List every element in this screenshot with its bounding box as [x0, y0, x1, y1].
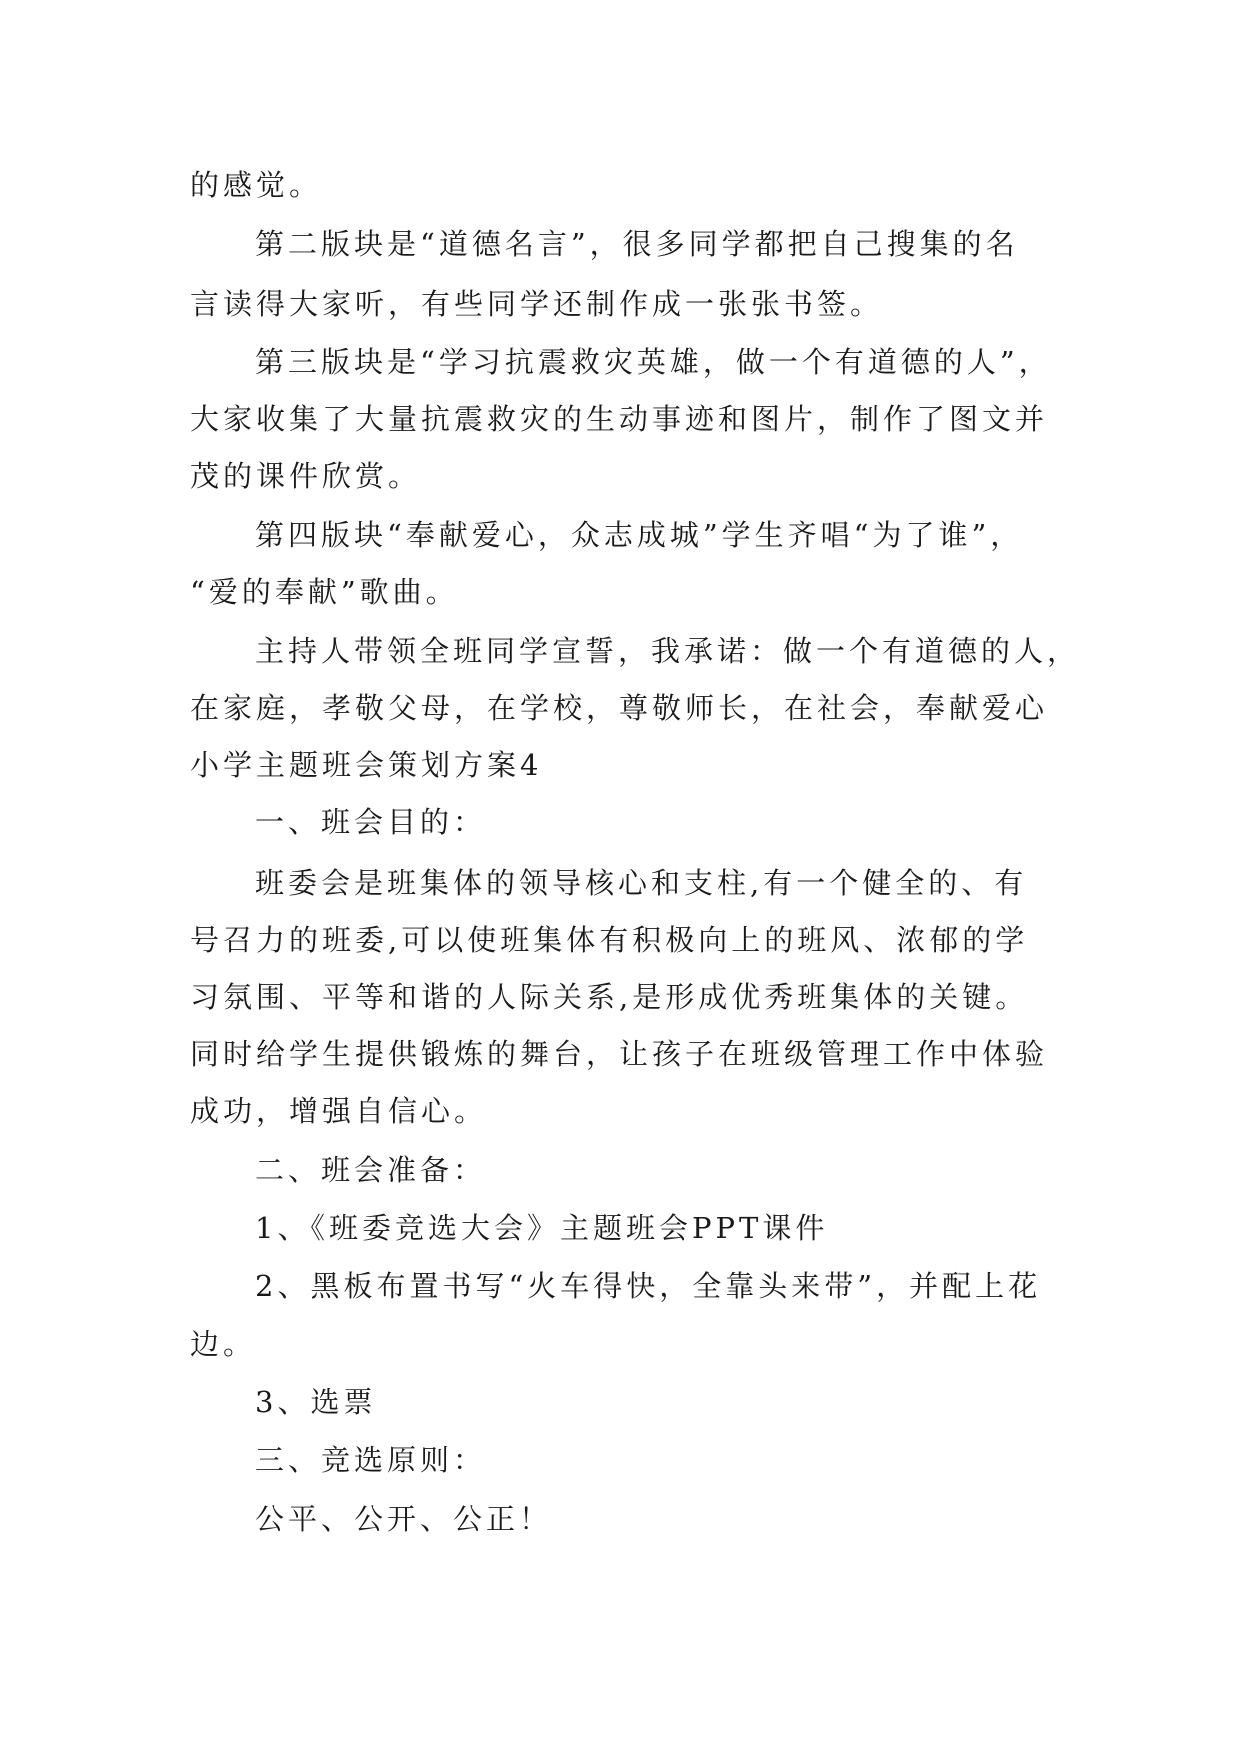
text-line: “爱的奉献”歌曲。	[190, 575, 459, 609]
text-line: 公平、公开、公正！	[255, 1502, 553, 1536]
text-line: 第三版块是“学习抗震救灾英雄，做一个有道德的人”，	[255, 345, 1052, 379]
text-line: 第四版块“奉献爱心，众志成城”学生齐唱“为了谁”，	[255, 518, 1024, 552]
text-line: 3、选票	[255, 1385, 377, 1419]
text-line: 成功，增强自信心。	[190, 1094, 488, 1128]
text-line: 二、班会准备：	[255, 1153, 487, 1187]
text-line: 大家收集了大量抗震救灾的生动事迹和图片，制作了图文并	[190, 402, 1049, 436]
text-line: 的感觉。	[190, 168, 323, 202]
text-line: 小学主题班会策划方案4	[190, 748, 543, 782]
text-line: 号召力的班委,可以使班集体有积极向上的班风、浓郁的学	[190, 923, 1029, 957]
text-line: 茂的课件欣赏。	[190, 459, 422, 493]
text-line: 1、《班委竞选大会》主题班会PPT课件	[255, 1211, 829, 1245]
text-line: 主持人带领全班同学宣誓，我承诺：做一个有道德的人，	[255, 634, 1081, 668]
text-line: 在家庭，孝敬父母，在学校，尊敬师长，在社会，奉献爱心	[190, 691, 1049, 725]
text-line: 边。	[190, 1327, 257, 1361]
text-line: 言读得大家听，有些同学还制作成一张张书签。	[190, 287, 884, 321]
text-line: 第二版块是“道德名言”，很多同学都把自己搜集的名	[255, 227, 1019, 261]
text-line: 一、班会目的：	[255, 805, 487, 839]
text-line: 三、竞选原则：	[255, 1443, 487, 1477]
text-line: 习氛围、平等和谐的人际关系,是形成优秀班集体的关键。	[190, 980, 1029, 1014]
text-line: 2、黑板布置书写“火车得快，全靠头来带”，并配上花	[255, 1269, 1042, 1303]
text-line: 班委会是班集体的领导核心和支柱,有一个健全的、有	[255, 866, 1028, 900]
text-line: 同时给学生提供锻炼的舞台，让孩子在班级管理工作中体验	[190, 1037, 1049, 1071]
